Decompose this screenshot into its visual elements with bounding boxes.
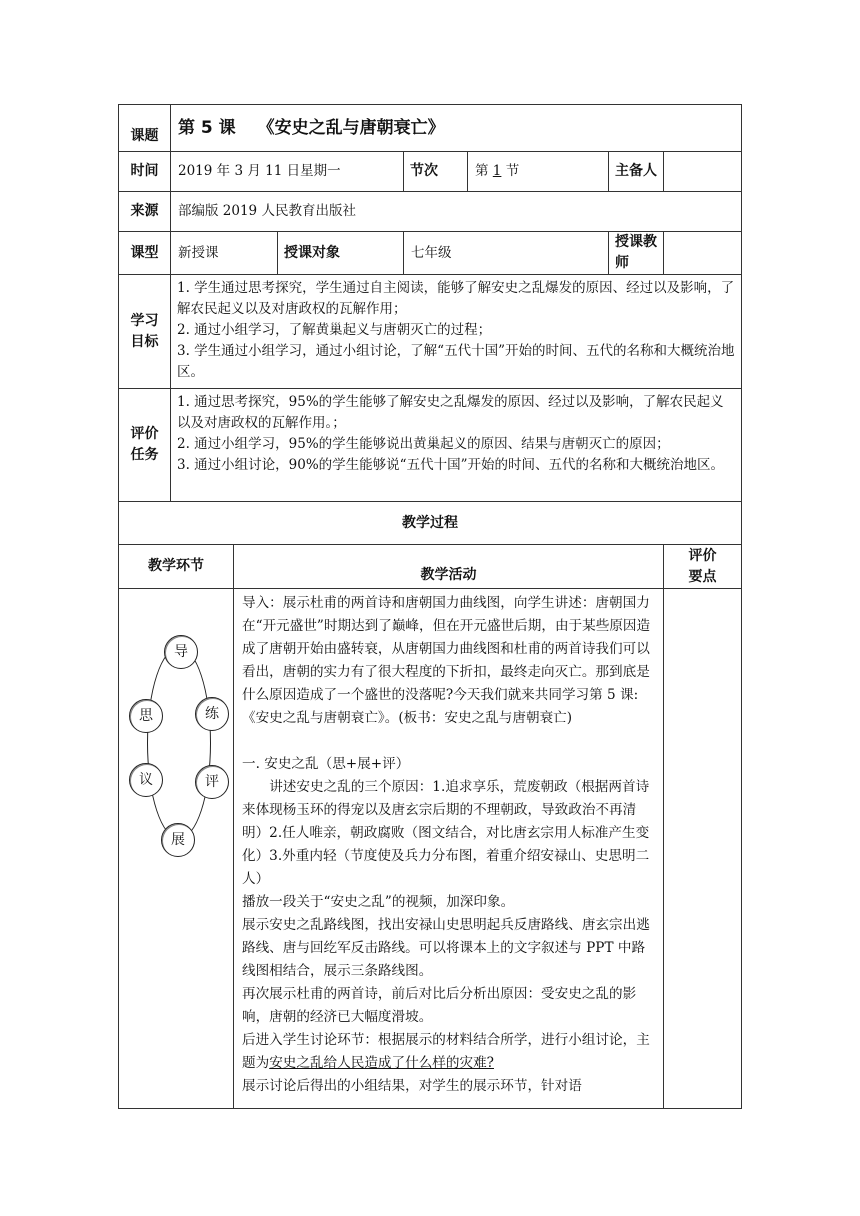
type-label: 课型 (119, 232, 171, 275)
cycle-node-present: 展 (161, 823, 195, 857)
preparer-label: 主备人 (609, 152, 664, 192)
source-value: 部编版 2019 人民教育出版社 (171, 192, 742, 232)
cycle-node-practice: 练 (195, 697, 229, 731)
evaluation-label-1: 评价 (130, 426, 159, 442)
lesson-plan-table (118, 104, 741, 1109)
teacher-label: 授课教师 (609, 232, 664, 275)
discussion-prefix: 后进入学生讨论环节：根据展示的材料结合所学，进行小组讨论，主题为 (242, 1032, 650, 1071)
type-value: 新授课 (171, 232, 278, 275)
objectives-label-1: 学习 (130, 312, 159, 329)
stage-header: 教学环节 (119, 545, 234, 589)
objectives-list (171, 275, 742, 389)
teaching-cycle-diagram (127, 619, 240, 849)
title-label-cell (119, 105, 171, 152)
eval-header (664, 545, 742, 589)
cycle-ring (147, 647, 211, 839)
objective-item: 3. 学生通过小组学习，通过小组讨论，了解“五代十国”开始的时间、五代的名称和大概统治地区。 (177, 343, 735, 380)
audience-value: 七年级 (404, 232, 609, 275)
cycle-node-guide: 导 (164, 635, 198, 669)
session-number: 1 (492, 163, 502, 179)
cycle-node-evaluate: 评 (195, 765, 229, 799)
evaluation-label-2: 任务 (130, 447, 159, 463)
discussion-topic: 安史之乱给人民造成了什么样的灾难? (269, 1055, 494, 1071)
session-label: 节次 (404, 152, 468, 192)
eval-header-1: 评价 (688, 547, 717, 564)
stage-cell (119, 589, 234, 1109)
evaluation-item: 1. 通过思考探究，95%的学生能够了解安史之乱爆发的原因、经过以及影响，了解农民起义以及对唐政权的瓦解作用。； (177, 394, 724, 431)
lesson-number: 第 5 课 (178, 117, 236, 138)
preparer-value (664, 152, 742, 192)
lesson-title-cell (171, 105, 742, 152)
process-title: 教学过程 (119, 502, 742, 545)
cycle-node-discuss: 议 (129, 763, 163, 797)
source-label: 来源 (119, 192, 171, 232)
activity-intro: 导入：展示杜甫的两首诗和唐朝国力曲线图，向学生讲述：唐朝国力在“开元盛世”时期达到了巅峰，但在开元盛世后期，由于某些原因造成了唐朝开始由盛转衰，从唐朝国力曲线图和杜甫的两首诗我们可以看出，唐朝的实力有了很大程度的下折扣，最终走向灭亡。那到底是什么原因造成了一个盛世的没落呢?今天我们就来共同学习第 5 课:《安史之乱与唐朝衰亡》。(板书：安史之乱与唐朝衰亡) (242, 595, 651, 726)
activity-video: 播放一段关于“安史之乱”的视频，加深印象。 (242, 894, 515, 910)
eval-points-cell (664, 589, 742, 1109)
cycle-node-think: 思 (129, 699, 163, 733)
audience-label: 授课对象 (278, 232, 404, 275)
time-value: 2019 年 3 月 11 日星期一 (171, 152, 404, 192)
evaluation-item: 2. 通过小组学习，95%的学生能够说出黄巢起义的原因、结果与唐朝灭亡的原因； (177, 436, 670, 452)
session-prefix: 第 (475, 163, 489, 179)
activity-header: 教学活动 (234, 545, 664, 589)
activity-causes: 讲述安史之乱的三个原因：1.追求享乐，荒废朝政（根据两首诗来体现杨玉环的得宠以及唐玄宗后期的不理朝政，导致政治不再清明）2.任人唯亲，朝政腐败（图文结合，对比唐玄宗用人标准产生变化）3.外重内轻（节度使及兵力分布图，着重介绍安禄山、史思明二人） (242, 779, 650, 887)
objective-item: 1. 学生通过思考探究，学生通过自主阅读，能够了解安史之乱爆发的原因、经过以及影响，了解农民起义以及对唐政权的瓦解作用； (177, 280, 735, 317)
lesson-title: 《安史之乱与唐朝衰亡》 (257, 117, 445, 138)
teacher-value (664, 232, 742, 275)
activity-wrap: 展示讨论后得出的小组结果，对学生的展示环节，针对语 (242, 1078, 582, 1094)
activity-poems-again: 再次展示杜甫的两首诗，前后对比后分析出原因：受安史之乱的影响，唐朝的经济已大幅度滑坡。 (242, 986, 637, 1025)
objectives-label (119, 275, 171, 389)
activity-section-heading: 一. 安史之乱（思+展+评） (242, 756, 410, 772)
objective-item: 2. 通过小组学习，了解黄巢起义与唐朝灭亡的过程； (177, 322, 492, 338)
evaluation-label (119, 389, 171, 502)
session-suffix: 节 (505, 163, 520, 179)
session-value (468, 152, 609, 192)
activity-cell (234, 589, 664, 1109)
evaluation-list (171, 389, 742, 502)
activity-routes: 展示安史之乱路线图，找出安禄山史思明起兵反唐路线、唐玄宗出逃路线、唐与回纥军反击路线。可以将课本上的文字叙述与 PPT 中路线图相结合，展示三条路线图。 (242, 917, 650, 979)
title-label: 课题 (130, 128, 159, 144)
objectives-label-2: 目标 (130, 333, 159, 350)
time-label: 时间 (119, 152, 171, 192)
activity-discussion (242, 1029, 655, 1075)
eval-header-2: 要点 (688, 568, 717, 585)
evaluation-item: 3. 通过小组讨论，90%的学生能够说“五代十国”开始的时间、五代的名称和大概统治地区。 (177, 457, 724, 473)
